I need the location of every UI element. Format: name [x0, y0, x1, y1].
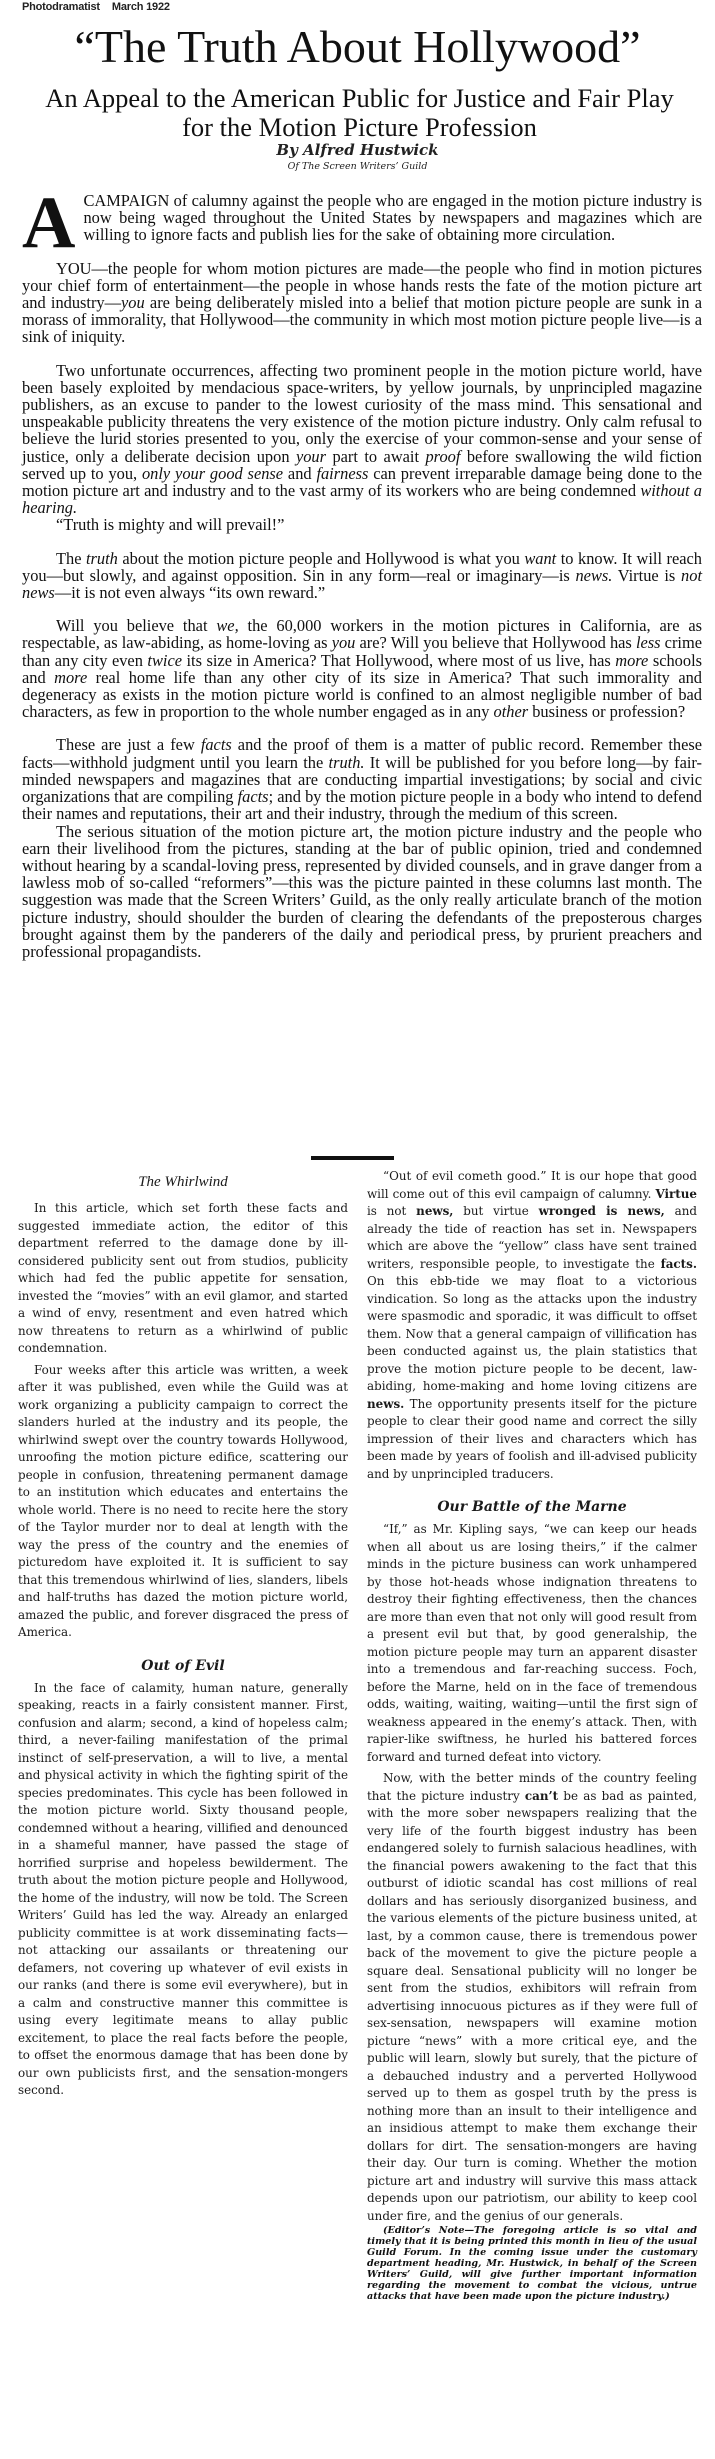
- bold-run: wronged is news,: [538, 1204, 665, 1218]
- text-run: real home life than any other city of its size in America? That such immorality and degeneracy as exists in the motion picture world is confined to an almost negligible number of bad characters, as few in proportion to the whole number engaged as in any: [22, 667, 702, 722]
- text-run: It will be published for you before long—by fair-minded newspapers and magazines that are conducting impartial investigations; by social and civic organizations that are compiling: [22, 752, 702, 807]
- text-run: before swallowing the wild fiction served up to you,: [22, 446, 702, 483]
- emphasis: you: [121, 293, 145, 313]
- left-paragraph-1: In this article, which set forth these facts and suggested immediate action, the editor of this department referred to the damage done by ill-considered publicity sent out from studios, publicity which had fed the public appetite for sensation, invested the “movies” with an evil glamor, and started a wind of envy, resentment and even hatred which now threatens to return as a whirlwind of public condemnation.: [18, 1201, 348, 1355]
- text-run: —it is not even always “its own reward.”: [54, 583, 326, 603]
- author-affiliation: Of The Screen Writers’ Guild: [287, 161, 428, 172]
- text-run: ; and by the motion picture people in a body who intend to defend their names and reputations, their art and their industry, through the medium of this screen.: [22, 787, 702, 824]
- text-run: Two unfortunate occurrences, affecting two prominent people in the motion picture world, have been basely exploited by mendacious space-writers, by yellow journals, by unprincipled magazine publishers, as an excuse to pander to the lowest curiosity of the mass mind. This sensational and unspeakable publicity threatens the very existence of the motion picture industry. Only calm refusal to believe the lurid stories presented to you, only the exercise of your common-sense and your sense of justice, only a deliberate decision upon: [22, 360, 702, 466]
- lead-paragraph-5: [22, 617, 702, 720]
- bold-run: Virtue: [655, 1186, 697, 1201]
- text-run: Virtue is: [612, 565, 682, 585]
- text-run: Will you believe that: [56, 616, 217, 636]
- text-run: the 60,000 workers in the motion pictures in California, are as respectable, as law-abiding, as home-loving as: [22, 616, 703, 653]
- emphasis: your: [295, 446, 326, 466]
- emphasis: truth.: [328, 752, 365, 772]
- emphasis: only your good sense: [141, 463, 284, 483]
- left-column: [18, 1172, 348, 2100]
- emphasis: other: [493, 702, 529, 722]
- text-run: but virtue: [453, 1204, 539, 1218]
- section-heading-whirlwind: The Whirlwind: [138, 1174, 228, 1190]
- bold-run: facts.: [660, 1256, 697, 1271]
- emphasis: twice: [147, 650, 182, 670]
- article-title: “The Truth About Hollywood”: [74, 21, 641, 72]
- text-run: YOU—the people for whom motion pictures are made—the people who find in motion pictures your chief form of entertainment—the people in whose hands rests the fate of the motion picture art and industry—: [22, 258, 702, 313]
- byline: By Alfred Hustwick: [276, 141, 439, 159]
- section-heading-out-of-evil: Out of Evil: [141, 1657, 225, 1674]
- emphasis: facts: [237, 787, 269, 807]
- left-paragraph-2: Four weeks after this article was written, a week after it was published, even while the Guild was at work organizing a publicity campaign to correct the slanders hurled at the industry and its people, the whirlwind swept over the country towards Hollywood, unroofing the motion picture edifice, scattering our people in confusion, threatening permanent damage to an institution which educates and entertains the whole world. There is no need to recite here the story of the Taylor murder nor to deal at length with the way the press of the country and the enemies of picturedom have exploited it. It is sufficient to say that this tremendous whirlwind of lies, slanders, libels and half-truths has dazed the motion picture world, amazed the public, and forever disgraced the press of America.: [18, 1362, 348, 1639]
- emphasis: you: [331, 633, 356, 653]
- text-run: schools and: [22, 650, 702, 687]
- emphasis: we,: [216, 616, 239, 636]
- emphasis: want: [524, 548, 557, 568]
- right-paragraph-1: [367, 1168, 697, 1483]
- text-run: crime than any city even: [22, 633, 702, 670]
- text-run: about the motion picture people and Hollywood is what you: [117, 548, 525, 568]
- text-run: are being deliberately misled into a belief that motion picture people are sunk in a morass of immorality, that Hollywood—the community in which most motion picture people live—is a sink of iniquity.: [22, 293, 702, 347]
- editors-note: (Editor’s Note—The foregoing article is so vital and timely that it is being printed this month in lieu of the usual Guild Forum. In the coming issue under the customary department heading, Mr. Hustwick, in behalf of the Screen Writers’ Guild, will give further important information regarding the movement to combat the vicious, untrue attacks that have been made upon the picture industry.): [367, 2225, 697, 2302]
- article-subtitle: [12, 84, 707, 142]
- publication-name: Photodramatist: [22, 1, 100, 13]
- emphasis: facts: [200, 735, 232, 755]
- text-run: business or profession?: [528, 702, 686, 722]
- lead-paragraph-4: [22, 550, 702, 602]
- text-run: are? Will you believe that Hollywood has: [355, 633, 636, 653]
- left-paragraph-3: In the face of calamity, human nature, generally speaking, reacts in a fairly consistent manner. First, confusion and alarm; second, a kind of hopeless calm; third, a never-failing manifestation of the primal instinct of self-preservation, a will to live, a mental and physical activity in which the fighting spirit of the species predominates. This cycle has been followed in the motion picture world. Sixty thousand people, condemned without a hearing, villified and denounced in a shameful manner, have passed the stage of horrified surprise and hopeless bewilderment. The truth about the motion picture people and Hollywood, the home of the industry, will now be told. The Screen Writers’ Guild has led the way. Already an enlarged publicity committee is at work disseminating facts—not attacking our assailants or threatening our defamers, not covering up whatever of evil exists in our ranks (and there is some evil everywhere), but in a calm and constructive manner this committee is using every legitimate means to allay public excitement, to place the real facts before the people, to offset the enormous damage that has been done by our own publicists first, and the sensation-mongers second.: [18, 1680, 348, 2097]
- text-run: The: [56, 548, 86, 568]
- text-run: Now, with the better minds of the country feeling that the picture industry: [367, 1771, 697, 1803]
- drop-cap: A: [22, 182, 76, 264]
- lead-paragraph-3: [22, 362, 702, 517]
- section-heading-marne: Our Battle of the Marne: [437, 1499, 627, 1515]
- lead-quote: “Truth is mighty and will prevail!”: [56, 515, 285, 535]
- emphasis: without a hearing.: [22, 481, 702, 518]
- right-paragraph-3: [367, 1770, 697, 2225]
- emphasis: fairness: [316, 463, 369, 483]
- lead-p1-text: CAMPAIGN of calumny against the people who are engaged in the motion picture industry is now being waged throughout the United States by newspapers and magazines which are willing to ignore facts and publish lies for the sake of obtaining more circulation.: [83, 191, 702, 245]
- right-column: [367, 1168, 697, 2302]
- emphasis: news.: [575, 565, 613, 585]
- emphasis: truth: [86, 548, 118, 568]
- text-run: These are just a few: [56, 735, 201, 755]
- emphasis: more: [54, 667, 88, 687]
- text-run: and the proof of them is a matter of public record. Remember these facts—withhold judgment until you learn the: [22, 735, 702, 772]
- section-divider: [311, 1156, 394, 1160]
- lead-paragraph-7: The serious situation of the motion picture art, the motion picture industry and the people who earn their livelihood from the pictures, standing at the bar of public opinion, tried and condemned without hearing by a scandal-loving press, represented by divided counsels, and in grave danger from a lawless mob of so-called “reformers”—this was the picture painted in these columns last month. The suggestion was made that the Screen Writers’ Guild, as the only really articulate branch of the motion picture industry, should shoulder the burden of clearing the defendants of the preposterous charges brought against them by the panderers of the daily and periodical press, by prurient preachers and professional propagandists.: [22, 821, 702, 961]
- emphasis: proof: [425, 446, 461, 466]
- text-run: and already the tide of reaction has set in. Newspapers which are above the “yellow” class have sent trained writers, responsible people, to investigate the: [367, 1204, 697, 1271]
- right-paragraph-2: “If,” as Mr. Kipling says, “we can keep our heads when all about us are losing theirs,” if the calmer minds in the picture business can work unhampered by those hot-heads whose indignation threatens to destroy their fighting effectiveness, then the chances are more than even that not only will good result from a present evil but that, by good generalship, the motion picture people may turn an apparent disaster into a tremendous and far-reaching success. Foch, before the Marne, held on in the face of tremendous odds, waiting, waiting, waiting—until the first sign of weakness appeared in the enemy’s attack. Then, with rapier-like swiftness, he hurled his battered forces forward and turned defeat into victory.: [367, 1522, 697, 1764]
- bold-run: can’t: [524, 1788, 559, 1803]
- bold-run: news,: [416, 1204, 454, 1218]
- bold-run: news.: [367, 1396, 405, 1411]
- lead-paragraph-2: [22, 260, 702, 346]
- text-run: be as bad as painted, with the more sober newspapers realizing that the very life of the fourth biggest industry has been endangered solely to furnish salacious headlines, with the financial powers awakening to the fact that this outburst of idiotic scandal has cost millions of real dollars and has seriously disorganized business, and the various elements of the picture business united, at last, by a common cause, there is tremendous power back of the movement to give the picture people a square deal. Sensational publicity will no longer be sent from the studios, exhibitors will refrain from advertising innocuous pictures as if they were full of sex-sensation, newspapers will examine motion picture “news” with a more critical eye, and the public will learn, slowly but surely, that the picture of a debauched industry and a perverted Hollywood served up to them as gospel truth by the press is nothing more than an insult to their intelligence and an insidious attempt to make them exchange their dollars for dirt. The sensation-mongers are having their day. Our turn is coming. Whether the motion picture art and industry will survive this mass attack depends upon our patriotism, our ability to keep cool under fire, and the genius of our generals.: [367, 1788, 697, 2223]
- text-run: The opportunity presents itself for the picture people to clear their good name and correct the silly impression of their lives and characters which has been made by years of foolish and ill-advised publicity and by unprincipled traducers.: [367, 1396, 697, 1481]
- text-run: On this ebb-tide we may float to a victorious vindication. So long as the attacks upon the industry were spasmodic and sporadic, it was difficult to offset them. Now that a general campaign of villification has been conducted against us, the plain statistics that prove the motion picture people to be decent, law-abiding, home-making and home loving citizens are: [367, 1274, 697, 1393]
- text-run: part to await: [326, 446, 426, 466]
- text-run: to know. It will reach you—but slowly, and against opposition. Sin in any form—real or imaginary—is: [22, 548, 702, 585]
- running-header: [22, 1, 170, 13]
- lead-paragraph-1: [22, 182, 702, 264]
- text-run: “Out of evil cometh good.” It is our hope that good will come out of this evil campaign of calumny.: [367, 1169, 697, 1201]
- emphasis: less: [635, 633, 661, 653]
- subtitle-line-1: An Appeal to the American Public for Justice and Fair Play: [45, 83, 674, 113]
- text-run: can prevent irreparable damage being done to the motion picture art and industry and to the vast army of its workers who are being condemned: [22, 463, 702, 501]
- text-run: is not: [367, 1204, 417, 1218]
- subtitle-line-2: for the Motion Picture Profession: [182, 112, 537, 142]
- text-run: its size in America? That Hollywood, where most of us live, has: [182, 650, 616, 670]
- text-run: and: [283, 463, 317, 483]
- emphasis: more: [615, 650, 649, 670]
- emphasis: not news: [22, 565, 702, 603]
- issue-date: March 1922: [111, 1, 170, 13]
- lead-paragraph-6: [22, 736, 702, 822]
- lead-text: [22, 182, 703, 976]
